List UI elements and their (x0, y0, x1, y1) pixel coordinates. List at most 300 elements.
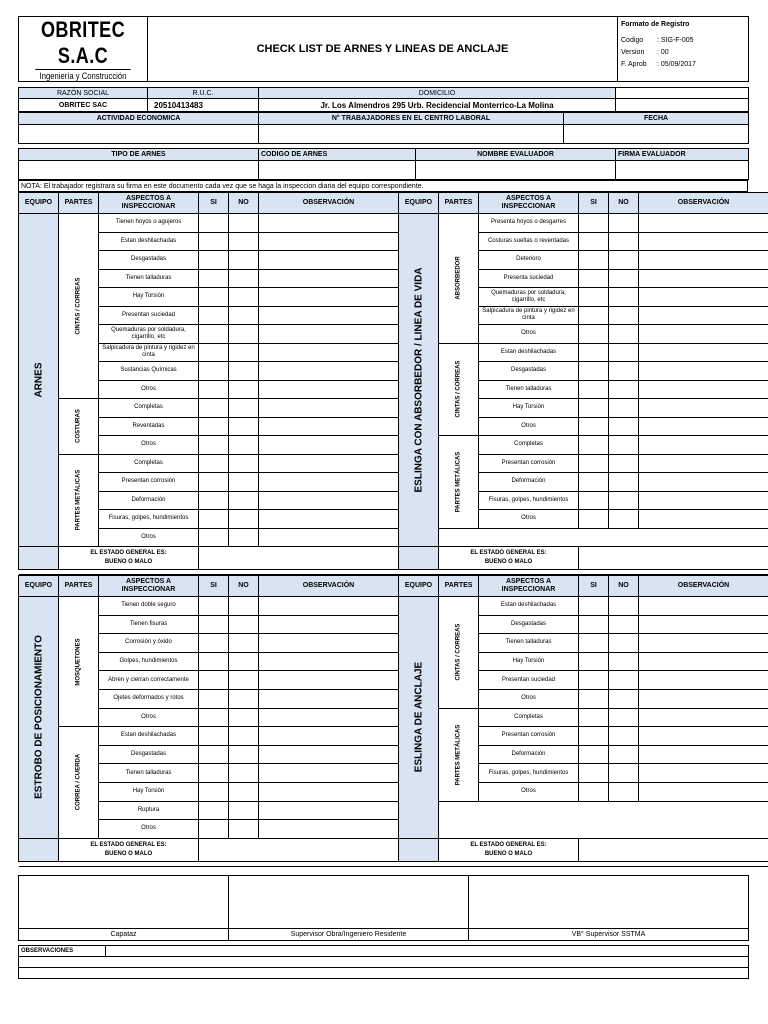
no-checkbox[interactable] (229, 764, 259, 783)
col-partes: PARTES (59, 576, 99, 597)
evaluador-field[interactable] (416, 161, 616, 180)
si-checkbox[interactable] (579, 727, 609, 746)
observaciones-table (18, 945, 749, 979)
estado-line2: BUENO O MALO (484, 850, 533, 857)
observacion-field[interactable] (259, 671, 399, 690)
observacion-field[interactable] (259, 399, 399, 418)
estado-general-field[interactable] (199, 547, 399, 570)
no-checkbox[interactable] (609, 269, 639, 288)
observacion-field[interactable] (639, 597, 768, 616)
si-checkbox[interactable] (199, 801, 229, 820)
si-checkbox[interactable] (579, 671, 609, 690)
observacion-field[interactable] (639, 380, 768, 399)
observacion-field[interactable] (259, 727, 399, 746)
aspecto-item: Costuras sueltas o reventadas (479, 232, 579, 251)
si-checkbox[interactable] (579, 708, 609, 727)
no-checkbox[interactable] (229, 306, 259, 325)
si-checkbox[interactable] (199, 689, 229, 708)
no-checkbox[interactable] (609, 689, 639, 708)
observacion-field[interactable] (639, 269, 768, 288)
no-checkbox[interactable] (229, 436, 259, 455)
observaciones-line[interactable] (19, 967, 749, 978)
header-table (18, 16, 749, 82)
observacion-field[interactable] (259, 820, 399, 839)
observacion-field[interactable] (259, 343, 399, 362)
si-checkbox[interactable] (579, 306, 609, 325)
equipo-left (19, 597, 59, 839)
observacion-field[interactable] (639, 671, 768, 690)
no-checkbox[interactable] (609, 615, 639, 634)
observacion-field[interactable] (639, 214, 768, 233)
parte-name: ABSORBEDOR (455, 256, 461, 300)
si-checkbox[interactable] (579, 510, 609, 529)
col-equipo: EQUIPO (19, 193, 59, 214)
checklist-row (19, 615, 768, 634)
checklist-row (19, 528, 768, 547)
si-checkbox[interactable] (199, 269, 229, 288)
si-checkbox[interactable] (199, 380, 229, 399)
col-si: SI (579, 193, 609, 214)
aspecto-item: Salpicadura de pintura y rigidez en cinta (479, 306, 579, 325)
no-checkbox[interactable] (229, 708, 259, 727)
no-checkbox[interactable] (609, 380, 639, 399)
observacion-field[interactable] (259, 454, 399, 473)
aspecto-item: Otros (99, 380, 199, 399)
observacion-field[interactable] (259, 615, 399, 634)
checklist-row (19, 380, 768, 399)
observacion-field[interactable] (639, 491, 768, 510)
observacion-field[interactable] (259, 325, 399, 344)
no-checkbox[interactable] (229, 417, 259, 436)
aspecto-item: Tienen fisuras (99, 615, 199, 634)
si-checkbox[interactable] (199, 325, 229, 344)
no-checkbox[interactable] (609, 671, 639, 690)
si-checkbox[interactable] (199, 820, 229, 839)
aspecto-item: Otros (99, 708, 199, 727)
parte-group (439, 343, 479, 436)
si-checkbox[interactable] (199, 251, 229, 270)
tipo-arnes-field[interactable] (19, 161, 259, 180)
si-checkbox[interactable] (579, 491, 609, 510)
observacion-field[interactable] (259, 436, 399, 455)
format-title: Formato de Registro (621, 21, 690, 28)
si-checkbox[interactable] (579, 597, 609, 616)
si-checkbox[interactable] (579, 343, 609, 362)
checklist-row (19, 454, 768, 473)
si-checkbox[interactable] (199, 671, 229, 690)
aspecto-item: Presentan corrosión (479, 454, 579, 473)
aspecto-item: Hay Torsión (479, 652, 579, 671)
observacion-field[interactable] (259, 232, 399, 251)
col-aspectos (479, 576, 579, 597)
no-checkbox[interactable] (229, 510, 259, 529)
si-checkbox[interactable] (199, 615, 229, 634)
observacion-field[interactable] (259, 745, 399, 764)
si-checkbox[interactable] (579, 232, 609, 251)
no-checkbox[interactable] (609, 399, 639, 418)
no-checkbox[interactable] (609, 491, 639, 510)
parte-group (59, 454, 99, 547)
no-checkbox[interactable] (229, 343, 259, 362)
parte-group (439, 597, 479, 709)
observacion-field[interactable] (259, 782, 399, 801)
si-checkbox[interactable] (199, 343, 229, 362)
si-checkbox[interactable] (199, 288, 229, 307)
aprob-label: F. Aprob (621, 61, 647, 68)
observacion-field[interactable] (259, 801, 399, 820)
aspecto-item: Estan deshilachadas (479, 597, 579, 616)
no-checkbox[interactable] (229, 362, 259, 381)
parte-group (59, 597, 99, 727)
no-checkbox[interactable] (609, 708, 639, 727)
aspecto-item: Otros (99, 528, 199, 547)
aspecto-item: Desgastadas (479, 362, 579, 381)
si-checkbox[interactable] (579, 269, 609, 288)
aspecto-item: Quemaduras por soldadura, cigarrillo, etc (479, 288, 579, 307)
no-checkbox[interactable] (229, 491, 259, 510)
no-checkbox[interactable] (609, 232, 639, 251)
aspecto-item: Presentan suciedad (479, 671, 579, 690)
estado-general-field[interactable] (579, 547, 768, 570)
no-checkbox[interactable] (229, 597, 259, 616)
si-checkbox[interactable] (579, 214, 609, 233)
si-checkbox[interactable] (199, 473, 229, 492)
observacion-field[interactable] (259, 269, 399, 288)
checklist-row (19, 801, 768, 820)
aspecto-item: Deformación (99, 491, 199, 510)
estado-line1: EL ESTADO GENERAL ES: (470, 550, 547, 556)
observaciones-label: OBSERVACIONES (19, 945, 106, 956)
aspecto-item: Estan deshilachadas (479, 343, 579, 362)
no-checkbox[interactable] (229, 232, 259, 251)
observacion-field[interactable] (259, 306, 399, 325)
si-checkbox[interactable] (199, 708, 229, 727)
fecha-label: FECHA (564, 113, 749, 125)
no-checkbox[interactable] (609, 454, 639, 473)
observacion-field[interactable] (639, 689, 768, 708)
checklist-row (19, 727, 768, 746)
company-info-table (18, 87, 749, 112)
observacion-field[interactable] (259, 510, 399, 529)
equipo-right (399, 214, 439, 547)
no-checkbox[interactable] (229, 615, 259, 634)
no-checkbox[interactable] (229, 528, 259, 547)
si-checkbox[interactable] (199, 764, 229, 783)
firma-label: FIRMA EVALUADOR (616, 149, 749, 161)
parte-group (59, 727, 99, 839)
si-checkbox[interactable] (579, 473, 609, 492)
aspecto-item: Fisuras, golpes, hundimientos (99, 510, 199, 529)
si-checkbox[interactable] (199, 454, 229, 473)
observacion-field[interactable] (639, 436, 768, 455)
estado-line2: BUENO O MALO (104, 850, 153, 857)
version-value: : 00 (657, 49, 669, 56)
parte-name: PARTES METÁLICAS (75, 469, 81, 531)
observacion-field[interactable] (259, 473, 399, 492)
no-checkbox[interactable] (609, 510, 639, 529)
checklist-row (19, 269, 768, 288)
estado-general-field[interactable] (579, 838, 768, 861)
observacion-field[interactable] (639, 399, 768, 418)
si-checkbox[interactable] (199, 745, 229, 764)
observacion-field[interactable] (259, 708, 399, 727)
actividad-field[interactable] (19, 125, 259, 144)
si-checkbox[interactable] (199, 399, 229, 418)
col-no: NO (229, 193, 259, 214)
nota-text: NOTA: El trabajador registrara su firma en este documento cada vez que se haga la inspeccion diaria del equipo correspondiente. (19, 181, 748, 192)
observacion-field[interactable] (639, 362, 768, 381)
col-aspectos-line2: INSPECCIONAR (121, 203, 176, 210)
col-no: NO (609, 576, 639, 597)
checklist-row (19, 288, 768, 307)
no-checkbox[interactable] (229, 473, 259, 492)
observacion-field[interactable] (639, 727, 768, 746)
aspecto-item: Quemaduras por soldadura, cigarrillo, etc (99, 325, 199, 344)
sstma-label: VB° Supervisor SSTMA (469, 928, 749, 940)
si-checkbox[interactable] (579, 251, 609, 270)
sstma-signature-box[interactable] (469, 875, 749, 928)
checklist-row (19, 214, 768, 233)
aspecto-item: Estan deshilachadas (99, 232, 199, 251)
si-checkbox[interactable] (199, 510, 229, 529)
col-aspectos-line2: INSPECCIONAR (501, 203, 556, 210)
aspecto-item: Hay Torsión (99, 288, 199, 307)
si-checkbox[interactable] (579, 634, 609, 653)
observacion-field[interactable] (259, 597, 399, 616)
no-checkbox[interactable] (609, 251, 639, 270)
si-checkbox[interactable] (579, 436, 609, 455)
si-checkbox[interactable] (579, 417, 609, 436)
estado-general (59, 547, 199, 570)
estado-general-field[interactable] (199, 838, 399, 861)
observacion-field[interactable] (259, 214, 399, 233)
observacion-field[interactable] (639, 615, 768, 634)
si-checkbox[interactable] (199, 634, 229, 653)
checklist-row (19, 634, 768, 653)
no-checkbox[interactable] (229, 782, 259, 801)
col-aspectos-line1: ASPECTOS A (505, 578, 552, 585)
observaciones-field[interactable] (106, 945, 749, 956)
no-checkbox[interactable] (609, 745, 639, 764)
si-checkbox[interactable] (199, 652, 229, 671)
no-checkbox[interactable] (229, 214, 259, 233)
estado-general (59, 838, 199, 861)
observacion-field[interactable] (639, 454, 768, 473)
no-checkbox[interactable] (609, 288, 639, 307)
si-checkbox[interactable] (579, 380, 609, 399)
aspecto-item: Completas (479, 436, 579, 455)
si-checkbox[interactable] (579, 689, 609, 708)
observacion-field[interactable] (639, 306, 768, 325)
no-checkbox[interactable] (609, 473, 639, 492)
si-checkbox[interactable] (579, 764, 609, 783)
domicilio-value: Jr. Los Almendros 295 Urb. Recidencial Monterrico-La Molina (259, 99, 616, 112)
nota-table (18, 180, 748, 192)
razon-label: RAZÓN SOCIAL (19, 88, 148, 99)
si-checkbox[interactable] (199, 528, 229, 547)
equipo-name: ESLINGA DE ANCLAJE (413, 662, 424, 773)
si-checkbox[interactable] (199, 417, 229, 436)
checklist-row (19, 491, 768, 510)
aspecto-item: Abren y cierran correctamente (99, 671, 199, 690)
trabajadores-field[interactable] (259, 125, 564, 144)
trabajadores-label: N° TRABAJADORES EN EL CENTRO LABORAL (259, 113, 564, 125)
checklist-row (19, 510, 768, 529)
observacion-field[interactable] (639, 764, 768, 783)
checklist-row (19, 306, 768, 325)
observacion-field[interactable] (259, 491, 399, 510)
col-aspectos-line2: INSPECCIONAR (121, 586, 176, 593)
si-checkbox[interactable] (199, 782, 229, 801)
no-checkbox[interactable] (229, 380, 259, 399)
si-checkbox[interactable] (579, 362, 609, 381)
observacion-field[interactable] (639, 652, 768, 671)
checklist-row (19, 232, 768, 251)
logo-title: OBRITEC S.A.C (40, 17, 126, 68)
no-checkbox[interactable] (229, 454, 259, 473)
si-checkbox[interactable] (579, 615, 609, 634)
si-checkbox[interactable] (579, 325, 609, 344)
aspecto-item: Desgastadas (479, 615, 579, 634)
estado-line2: BUENO O MALO (484, 559, 533, 565)
checklist-row (19, 417, 768, 436)
checklist-row (19, 820, 768, 839)
no-checkbox[interactable] (229, 288, 259, 307)
si-checkbox[interactable] (199, 436, 229, 455)
capataz-signature-box[interactable] (19, 875, 229, 928)
observacion-field[interactable] (639, 634, 768, 653)
si-checkbox[interactable] (199, 491, 229, 510)
aspecto-item: Completas (99, 399, 199, 418)
si-checkbox[interactable] (199, 306, 229, 325)
aspecto-item: Sustancias Químicas (99, 362, 199, 381)
parte-name: COSTURAS (75, 409, 81, 444)
col-no: NO (229, 576, 259, 597)
no-checkbox[interactable] (609, 214, 639, 233)
no-checkbox[interactable] (609, 764, 639, 783)
col-observacion: OBSERVACIÓN (259, 193, 399, 214)
firma-field[interactable] (616, 161, 749, 180)
no-checkbox[interactable] (229, 652, 259, 671)
observacion-field[interactable] (639, 782, 768, 801)
si-checkbox[interactable] (579, 454, 609, 473)
observacion-field[interactable] (259, 380, 399, 399)
si-checkbox[interactable] (199, 214, 229, 233)
section-1-table (18, 192, 768, 575)
codigo-label: Codigo (621, 37, 644, 44)
observacion-field[interactable] (639, 288, 768, 307)
no-checkbox[interactable] (229, 689, 259, 708)
no-checkbox[interactable] (229, 727, 259, 746)
signatures-table (18, 875, 749, 941)
no-checkbox[interactable] (229, 251, 259, 270)
aspecto-item: Otros (479, 689, 579, 708)
observacion-field[interactable] (259, 652, 399, 671)
col-aspectos-line1: ASPECTOS A (125, 578, 172, 585)
observacion-field[interactable] (639, 251, 768, 270)
no-checkbox[interactable] (609, 306, 639, 325)
no-checkbox[interactable] (609, 634, 639, 653)
no-checkbox[interactable] (229, 671, 259, 690)
observacion-field[interactable] (639, 510, 768, 529)
codigo-arnes-field[interactable] (259, 161, 416, 180)
si-checkbox[interactable] (579, 745, 609, 764)
observacion-field[interactable] (259, 251, 399, 270)
observacion-field[interactable] (259, 689, 399, 708)
no-checkbox[interactable] (609, 362, 639, 381)
si-checkbox[interactable] (199, 597, 229, 616)
no-checkbox[interactable] (609, 417, 639, 436)
si-checkbox[interactable] (579, 782, 609, 801)
actividad-label: ACTIVIDAD ECONOMICA (19, 113, 259, 125)
si-checkbox[interactable] (579, 652, 609, 671)
observacion-field[interactable] (639, 325, 768, 344)
aspecto-item: Otros (479, 510, 579, 529)
no-checkbox[interactable] (229, 745, 259, 764)
col-si: SI (199, 193, 229, 214)
estado-line1: EL ESTADO GENERAL ES: (90, 550, 167, 556)
checklist-row (19, 362, 768, 381)
col-aspectos-line1: ASPECTOS A (505, 195, 552, 202)
aspecto-item: Ojetes deformados y rotos (99, 689, 199, 708)
col-no: NO (609, 193, 639, 214)
aspecto-item: Tienen doble seguro (99, 597, 199, 616)
si-checkbox[interactable] (579, 288, 609, 307)
no-checkbox[interactable] (609, 727, 639, 746)
no-checkbox[interactable] (609, 597, 639, 616)
aspecto-item: Otros (479, 782, 579, 801)
observacion-field[interactable] (259, 634, 399, 653)
col-si: SI (199, 576, 229, 597)
si-checkbox[interactable] (199, 727, 229, 746)
no-checkbox[interactable] (229, 325, 259, 344)
codigo-arnes-label: CODIGO DE ARNES (259, 149, 416, 161)
si-checkbox[interactable] (199, 362, 229, 381)
activity-table (18, 112, 749, 144)
si-checkbox[interactable] (199, 232, 229, 251)
observacion-field[interactable] (639, 232, 768, 251)
observaciones-line[interactable] (19, 956, 749, 967)
observacion-field[interactable] (259, 528, 399, 547)
no-checkbox[interactable] (229, 399, 259, 418)
observacion-field[interactable] (259, 764, 399, 783)
observacion-field[interactable] (259, 417, 399, 436)
parte-name: CINTAS / CORREAS (75, 277, 81, 335)
observacion-field[interactable] (639, 745, 768, 764)
estado-line1: EL ESTADO GENERAL ES: (470, 841, 547, 848)
no-checkbox[interactable] (229, 634, 259, 653)
observacion-field[interactable] (639, 708, 768, 727)
supervisor-signature-box[interactable] (229, 875, 469, 928)
observacion-field[interactable] (639, 473, 768, 492)
capataz-label: Capataz (19, 928, 229, 940)
no-checkbox[interactable] (609, 782, 639, 801)
observacion-field[interactable] (639, 343, 768, 362)
no-checkbox[interactable] (609, 325, 639, 344)
checklist-row (19, 782, 768, 801)
no-checkbox[interactable] (229, 801, 259, 820)
no-checkbox[interactable] (229, 820, 259, 839)
observacion-field[interactable] (259, 362, 399, 381)
no-checkbox[interactable] (609, 343, 639, 362)
observacion-field[interactable] (259, 288, 399, 307)
no-checkbox[interactable] (609, 652, 639, 671)
no-checkbox[interactable] (229, 269, 259, 288)
fecha-field[interactable] (564, 125, 749, 144)
si-checkbox[interactable] (579, 399, 609, 418)
observacion-field[interactable] (639, 417, 768, 436)
no-checkbox[interactable] (609, 436, 639, 455)
